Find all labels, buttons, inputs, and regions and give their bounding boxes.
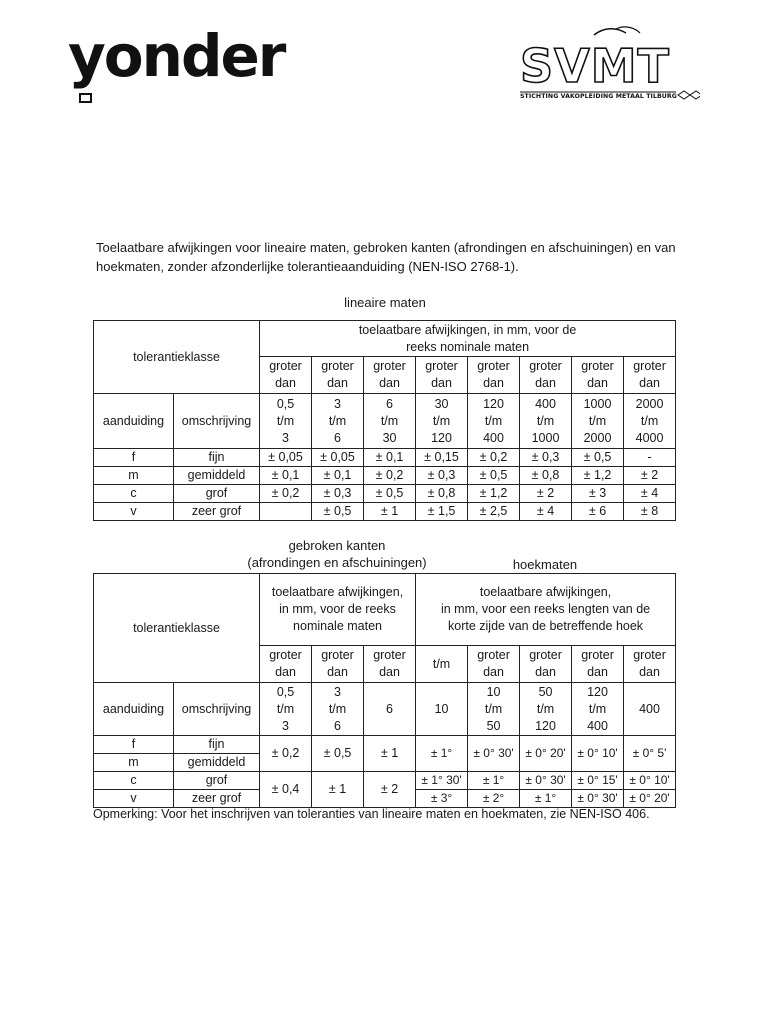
class-code: c <box>94 485 174 503</box>
span-header-line2: reeks nominale maten <box>406 339 530 354</box>
remark-text: Opmerking: Voor het inschrijven van toleranties van lineaire maten en hoekmaten, zie NEN-ISO 406. <box>93 807 650 821</box>
class-code: v <box>94 790 174 808</box>
edges-header: toelaatbare afwijkingen, in mm, voor de reeks nominale maten <box>260 574 416 646</box>
value-cell: ± 0,2 <box>468 449 520 467</box>
class-code: m <box>94 467 174 485</box>
yonder-logo: yonder <box>68 22 285 90</box>
angles-header: toelaatbare afwijkingen, in mm, voor een reeks lengten van de korte zijde van de betreffende hoek <box>416 574 676 646</box>
class-desc: grof <box>174 772 260 790</box>
value-cell: ± 0,1 <box>260 467 312 485</box>
value-cell <box>260 503 312 521</box>
class-desc: fijn <box>174 736 260 754</box>
col-aanduiding: aanduiding <box>94 683 174 736</box>
range-header: groter dan <box>364 357 416 394</box>
svmt-logo-text: SVMT <box>520 39 670 93</box>
range-header: groter dan <box>260 646 312 683</box>
value-cell: ± 2 <box>624 467 676 485</box>
span-header-line1: toelaatbare afwijkingen, in mm, voor de <box>358 322 577 337</box>
table-row <box>94 485 676 503</box>
range-header: groter dan <box>572 646 624 683</box>
value-cell: ± 2° <box>468 790 520 808</box>
range-values: 120 t/m 400 <box>468 394 520 449</box>
range-values: 0,5 t/m 3 <box>260 683 312 736</box>
range-header: groter dan <box>520 357 572 394</box>
value-cell: ± 0,5 <box>312 736 364 772</box>
value-cell: ± 0,3 <box>520 449 572 467</box>
range-header: groter dan <box>520 646 572 683</box>
range-value-single: 400 <box>624 683 676 736</box>
class-code: c <box>94 772 174 790</box>
svmt-logo-subtitle: STICHTING VAKOPLEIDING METAAL TILBURG <box>520 93 677 100</box>
value-cell: ± 0° 30' <box>520 772 572 790</box>
value-cell: ± 0° 20' <box>624 790 676 808</box>
value-cell: ± 1° <box>416 736 468 772</box>
value-cell: ± 0,8 <box>520 467 572 485</box>
value-cell: ± 2 <box>364 772 416 808</box>
yonder-logo-mark <box>79 93 92 103</box>
range-values: 30 t/m 120 <box>416 394 468 449</box>
span-header <box>260 321 676 357</box>
class-code: v <box>94 503 174 521</box>
value-cell: ± 0° 15' <box>572 772 624 790</box>
class-header: tolerantieklasse <box>94 574 260 683</box>
range-value-single: 10 <box>416 683 468 736</box>
value-cell: ± 0° 30' <box>572 790 624 808</box>
value-cell: ± 1,2 <box>468 485 520 503</box>
value-cell: ± 1° 30' <box>416 772 468 790</box>
value-cell: ± 0,1 <box>364 449 416 467</box>
value-cell: ± 0,8 <box>416 485 468 503</box>
range-header: groter dan <box>260 357 312 394</box>
value-cell: ± 1 <box>312 772 364 808</box>
range-values: 3 t/m 6 <box>312 683 364 736</box>
range-values: 6 t/m 30 <box>364 394 416 449</box>
value-cell: ± 8 <box>624 503 676 521</box>
value-cell: ± 0,1 <box>312 467 364 485</box>
value-cell: ± 0,2 <box>260 485 312 503</box>
edges-caption-line2: (afrondingen en afschuiningen) <box>247 555 427 570</box>
range-header: groter dan <box>468 357 520 394</box>
table-row <box>94 503 676 521</box>
value-cell: ± 0,5 <box>468 467 520 485</box>
value-cell: ± 3 <box>572 485 624 503</box>
value-cell: ± 0,2 <box>260 736 312 772</box>
table2-caption-angles: hoekmaten <box>512 557 578 572</box>
value-cell: - <box>624 449 676 467</box>
range-header: groter dan <box>416 357 468 394</box>
class-desc: zeer grof <box>174 503 260 521</box>
table-row <box>94 736 676 754</box>
class-code: f <box>94 449 174 467</box>
value-cell: ± 0,5 <box>312 503 364 521</box>
range-header-tm: t/m <box>416 646 468 683</box>
value-cell: ± 1,5 <box>416 503 468 521</box>
col-omschrijving: omschrijving <box>174 394 260 449</box>
value-cell: ± 0,5 <box>572 449 624 467</box>
table2-caption-edges <box>230 537 444 571</box>
range-header: groter dan <box>624 357 676 394</box>
class-desc: zeer grof <box>174 790 260 808</box>
range-header: groter dan <box>312 357 364 394</box>
value-cell: ± 0° 30' <box>468 736 520 772</box>
range-values: 1000 t/m 2000 <box>572 394 624 449</box>
value-cell: ± 0,05 <box>312 449 364 467</box>
intro-text: Toelaatbare afwijkingen voor lineaire maten, gebroken kanten (afrondingen en afschuiningen) en van hoekmaten, zonder afzonderlijke tolerantieaanduiding (NEN-ISO 2768-1). <box>96 240 676 274</box>
value-cell: ± 2 <box>520 485 572 503</box>
class-code: f <box>94 736 174 754</box>
col-omschrijving: omschrijving <box>174 683 260 736</box>
range-values: 120 t/m 400 <box>572 683 624 736</box>
class-desc: gemiddeld <box>174 754 260 772</box>
value-cell: ± 0,2 <box>364 467 416 485</box>
range-header: groter dan <box>572 357 624 394</box>
table-row <box>94 467 676 485</box>
range-values: 3 t/m 6 <box>312 394 364 449</box>
edges-caption-line1: gebroken kanten <box>288 538 386 553</box>
class-desc: grof <box>174 485 260 503</box>
range-values: 0,5 t/m 3 <box>260 394 312 449</box>
table-row <box>94 772 676 790</box>
col-aanduiding: aanduiding <box>94 394 174 449</box>
class-header: tolerantieklasse <box>94 321 260 394</box>
value-cell: ± 0,15 <box>416 449 468 467</box>
range-header: groter dan <box>468 646 520 683</box>
value-cell: ± 0,05 <box>260 449 312 467</box>
range-values: 10 t/m 50 <box>468 683 520 736</box>
value-cell: ± 1° <box>468 772 520 790</box>
range-values: 2000 t/m 4000 <box>624 394 676 449</box>
class-code: m <box>94 754 174 772</box>
value-cell: ± 1° <box>520 790 572 808</box>
value-cell: ± 4 <box>624 485 676 503</box>
value-cell: ± 0,5 <box>364 485 416 503</box>
range-values: 400 t/m 1000 <box>520 394 572 449</box>
value-cell: ± 0° 10' <box>624 772 676 790</box>
range-values: 50 t/m 120 <box>520 683 572 736</box>
table1-caption: lineaire maten <box>344 295 426 310</box>
svmt-logo <box>516 25 700 107</box>
class-desc: gemiddeld <box>174 467 260 485</box>
value-cell: ± 1 <box>364 736 416 772</box>
value-cell: ± 6 <box>572 503 624 521</box>
value-cell: ± 0° 5' <box>624 736 676 772</box>
range-header: groter dan <box>364 646 416 683</box>
value-cell: ± 0° 10' <box>572 736 624 772</box>
range-header: groter dan <box>312 646 364 683</box>
value-cell: ± 0,3 <box>312 485 364 503</box>
value-cell: ± 0,4 <box>260 772 312 808</box>
table-row <box>94 449 676 467</box>
value-cell: ± 4 <box>520 503 572 521</box>
linear-tolerance-table <box>93 320 676 521</box>
edges-angles-tolerance-table <box>93 573 676 808</box>
value-cell: ± 0,3 <box>416 467 468 485</box>
class-desc: fijn <box>174 449 260 467</box>
value-cell: ± 0° 20' <box>520 736 572 772</box>
value-cell: ± 1,2 <box>572 467 624 485</box>
range-value-single: 6 <box>364 683 416 736</box>
value-cell: ± 1 <box>364 503 416 521</box>
value-cell: ± 3° <box>416 790 468 808</box>
value-cell: ± 2,5 <box>468 503 520 521</box>
range-header: groter dan <box>624 646 676 683</box>
